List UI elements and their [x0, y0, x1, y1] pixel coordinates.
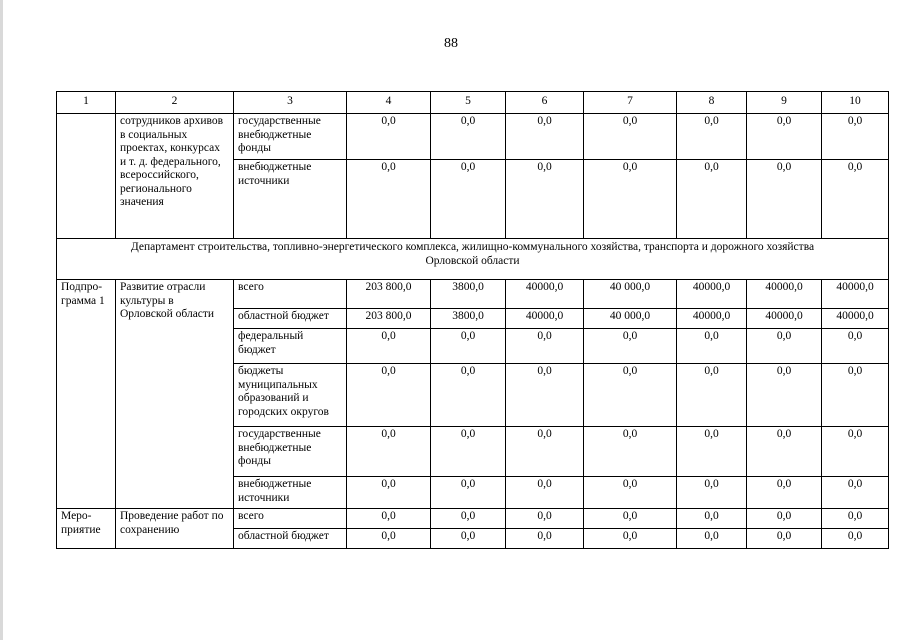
- table-row: [57, 509, 889, 529]
- header-row: [57, 92, 889, 114]
- value-cell: 0,0: [347, 364, 431, 427]
- value-cell: 0,0: [584, 477, 677, 509]
- value-cell: 0,0: [822, 509, 889, 529]
- source-cell: внебюджетные источники: [234, 477, 347, 509]
- value-cell: 0,0: [822, 529, 889, 549]
- column-header: 8: [677, 92, 747, 114]
- value-cell: 0,0: [506, 329, 584, 364]
- value-cell: 0,0: [747, 529, 822, 549]
- value-cell: 0,0: [747, 160, 822, 239]
- value-cell: 203 800,0: [347, 309, 431, 329]
- value-cell: 0,0: [584, 509, 677, 529]
- value-cell: 0,0: [677, 529, 747, 549]
- value-cell: 0,0: [584, 364, 677, 427]
- value-cell: 0,0: [584, 329, 677, 364]
- value-cell: 40000,0: [822, 280, 889, 309]
- value-cell: 3800,0: [431, 280, 506, 309]
- column-header: 6: [506, 92, 584, 114]
- value-cell: 0,0: [584, 114, 677, 160]
- value-cell: 0,0: [431, 477, 506, 509]
- source-cell: государственные внебюджетные фонды: [234, 427, 347, 477]
- value-cell: 0,0: [747, 509, 822, 529]
- value-cell: 0,0: [677, 364, 747, 427]
- value-cell: 0,0: [822, 114, 889, 160]
- value-cell: 0,0: [747, 114, 822, 160]
- value-cell: 40000,0: [677, 309, 747, 329]
- value-cell: 0,0: [347, 529, 431, 549]
- column-header: 4: [347, 92, 431, 114]
- value-cell: 0,0: [506, 160, 584, 239]
- source-cell: всего: [234, 509, 347, 529]
- value-cell: 0,0: [431, 160, 506, 239]
- value-cell: 0,0: [506, 364, 584, 427]
- column-header: 1: [57, 92, 116, 114]
- value-cell: 0,0: [347, 114, 431, 160]
- value-cell: 0,0: [677, 329, 747, 364]
- table-row: [57, 114, 889, 160]
- value-cell: 0,0: [822, 477, 889, 509]
- value-cell: 0,0: [747, 329, 822, 364]
- column-header: 10: [822, 92, 889, 114]
- source-cell: бюджеты муниципальных образований и городских округов: [234, 364, 347, 427]
- source-cell: областной бюджет: [234, 309, 347, 329]
- value-cell: 0,0: [506, 477, 584, 509]
- value-cell: 0,0: [822, 329, 889, 364]
- value-cell: 0,0: [347, 477, 431, 509]
- item-name-cell: Развитие отрасли культуры в Орловской области: [116, 280, 234, 509]
- type-cell: Меро-приятие: [57, 509, 116, 549]
- department-heading: Департамент строительства, топливно-энергетического комплекса, жилищно-коммунального хозяйства, транспорта и дорожного хозяйства Орловской области: [57, 239, 889, 280]
- value-cell: 3800,0: [431, 309, 506, 329]
- value-cell: 0,0: [431, 329, 506, 364]
- value-cell: 40000,0: [506, 309, 584, 329]
- source-cell: федеральный бюджет: [234, 329, 347, 364]
- value-cell: 0,0: [677, 160, 747, 239]
- value-cell: 0,0: [431, 114, 506, 160]
- value-cell: 0,0: [584, 427, 677, 477]
- item-name-cell: Проведение работ по сохранению: [116, 509, 234, 549]
- value-cell: 0,0: [347, 427, 431, 477]
- value-cell: 40000,0: [506, 280, 584, 309]
- value-cell: 0,0: [506, 114, 584, 160]
- value-cell: 203 800,0: [347, 280, 431, 309]
- value-cell: 0,0: [347, 329, 431, 364]
- value-cell: 0,0: [677, 114, 747, 160]
- value-cell: 0,0: [431, 509, 506, 529]
- page-number: 88: [444, 36, 458, 51]
- scan-edge: [0, 0, 3, 640]
- value-cell: 0,0: [584, 529, 677, 549]
- value-cell: 0,0: [431, 427, 506, 477]
- table-row: [57, 280, 889, 309]
- value-cell: 0,0: [506, 509, 584, 529]
- type-cell: [57, 114, 116, 239]
- value-cell: 40 000,0: [584, 309, 677, 329]
- value-cell: 0,0: [677, 509, 747, 529]
- value-cell: 40000,0: [747, 280, 822, 309]
- value-cell: 40000,0: [677, 280, 747, 309]
- column-header: 3: [234, 92, 347, 114]
- source-cell: всего: [234, 280, 347, 309]
- source-cell: государственные внебюджетные фонды: [234, 114, 347, 160]
- value-cell: 0,0: [677, 477, 747, 509]
- type-cell: Подпро-грамма 1: [57, 280, 116, 509]
- value-cell: 0,0: [747, 477, 822, 509]
- value-cell: 0,0: [347, 160, 431, 239]
- value-cell: 0,0: [431, 364, 506, 427]
- department-row: [57, 239, 889, 280]
- column-header: 9: [747, 92, 822, 114]
- column-header: 7: [584, 92, 677, 114]
- value-cell: 0,0: [822, 160, 889, 239]
- value-cell: 0,0: [506, 529, 584, 549]
- column-header: 2: [116, 92, 234, 114]
- value-cell: 40 000,0: [584, 280, 677, 309]
- value-cell: 0,0: [747, 427, 822, 477]
- value-cell: 0,0: [431, 529, 506, 549]
- value-cell: 0,0: [506, 427, 584, 477]
- funding-table: [56, 91, 889, 549]
- value-cell: 0,0: [747, 364, 822, 427]
- value-cell: 0,0: [822, 364, 889, 427]
- source-cell: областной бюджет: [234, 529, 347, 549]
- value-cell: 40000,0: [747, 309, 822, 329]
- column-header: 5: [431, 92, 506, 114]
- value-cell: 0,0: [822, 427, 889, 477]
- value-cell: 0,0: [584, 160, 677, 239]
- value-cell: 40000,0: [822, 309, 889, 329]
- source-cell: внебюджетные источники: [234, 160, 347, 239]
- value-cell: 0,0: [347, 509, 431, 529]
- item-name-cell: сотрудников архивов в социальных проектах, конкурсах и т. д. федерального, всероссийского, регионального значения: [116, 114, 234, 239]
- value-cell: 0,0: [677, 427, 747, 477]
